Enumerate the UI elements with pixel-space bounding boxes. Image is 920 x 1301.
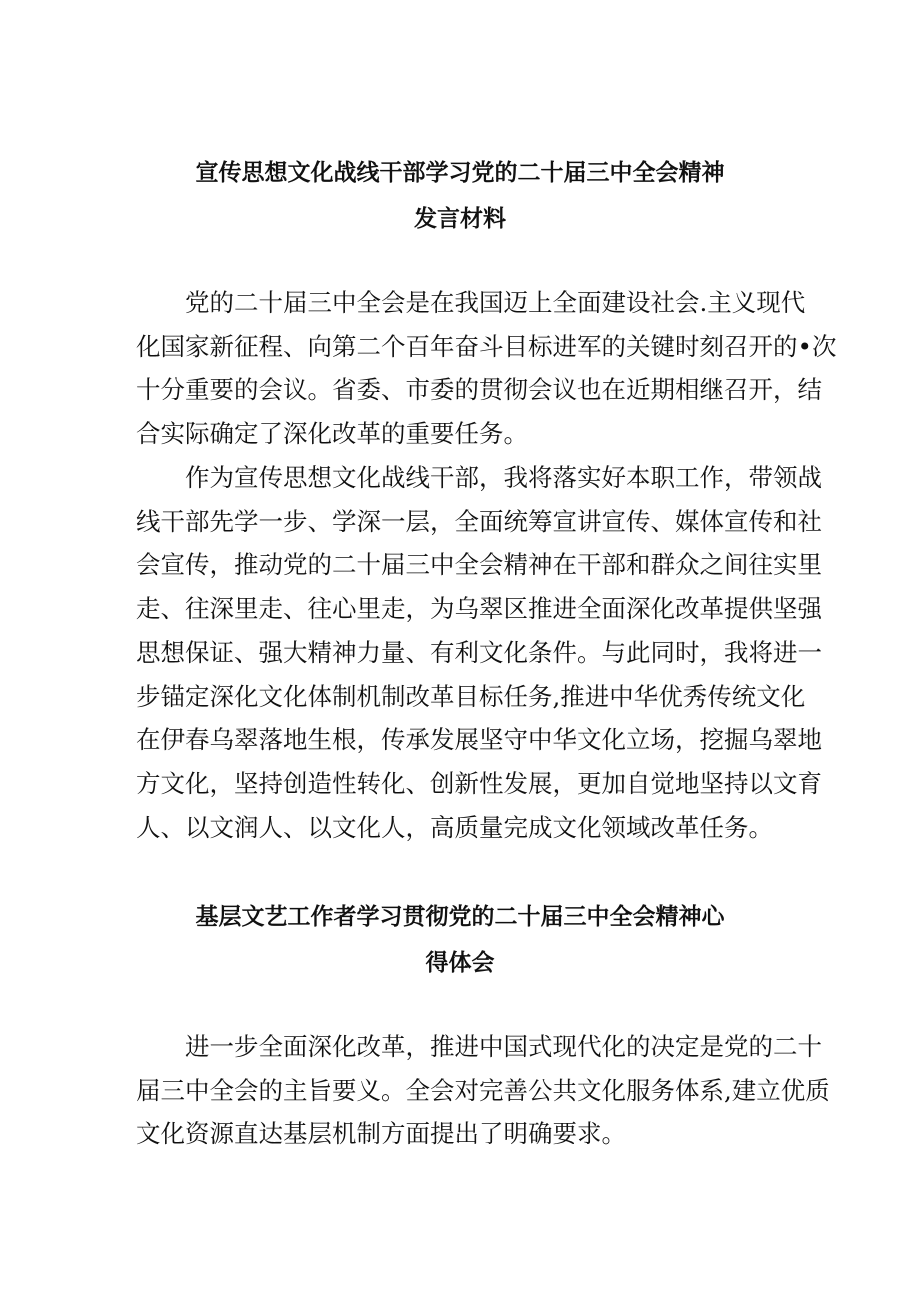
section2-title — [0, 894, 920, 986]
paragraph-line: 方文化，坚持创造性转化、创新性发展，更加自觉地坚持以文育 — [136, 768, 822, 798]
paragraph-line: 线干部先学一步、学深一层，全面统筹宣讲宣传、媒体宣传和社 — [136, 506, 822, 536]
section1-title-line-1: 宣传思想文化战线干部学习党的二十届三中全会精神 — [195, 160, 725, 186]
paragraph-line: 化国家新征程、向第二个百年奋斗目标进军的关键时刻召开的•次 — [136, 331, 837, 361]
paragraph-line: 走、往深里走、往心里走，为乌翠区推进全面深化改革提供坚强 — [136, 594, 822, 624]
paragraph-line: 在伊春乌翠落地生根，传承发展坚守中华文化立场，挖掘乌翠地 — [136, 725, 822, 755]
paragraph-line: 作为宣传思想文化战线干部，我将落实好本职工作，带领战 — [185, 463, 822, 492]
paragraph-line: 文化资源直达基层机制方面提出了明确要求。 — [136, 1119, 626, 1149]
paragraph-line: 思想保证、强大精神力量、有利文化条件。与此同时，我将进一 — [136, 637, 822, 667]
paragraph-line: 十分重要的会议。省委、市委的贯彻会议也在近期相继召开，结 — [136, 375, 822, 405]
paragraph-line: 人、以文润人、以文化人，高质量完成文化领域改革任务。 — [136, 812, 773, 842]
paragraph-line: 届三中全会的主旨要义。全会对完善公共文化服务体系,建立优质 — [136, 1075, 830, 1105]
section2-title-line-2: 得体会 — [425, 950, 495, 976]
section1-title-line-2: 发言材料 — [414, 206, 506, 232]
paragraph-line: 合实际确定了深化改革的重要任务。 — [136, 419, 528, 449]
section2-title-line-1: 基层文艺工作者学习贯彻党的二十届三中全会精神心 — [195, 904, 725, 930]
paragraph-line: 会宣传，推动党的二十届三中全会精神在干部和群众之间往实里 — [136, 550, 822, 580]
section2-paragraph-1 — [136, 1025, 830, 1156]
paragraph-line: 进一步全面深化改革，推进中国式现代化的决定是党的二十 — [185, 1032, 822, 1061]
section1-paragraph-1 — [136, 281, 837, 456]
section1-paragraph-2 — [136, 456, 822, 849]
paragraph-line: 党的二十届三中全会是在我国迈上全面建设社会.主义现代 — [185, 288, 806, 317]
section1-title — [0, 150, 920, 242]
paragraph-line: 步锚定深化文化体制机制改革目标任务,推进中华优秀传统文化 — [136, 681, 806, 711]
